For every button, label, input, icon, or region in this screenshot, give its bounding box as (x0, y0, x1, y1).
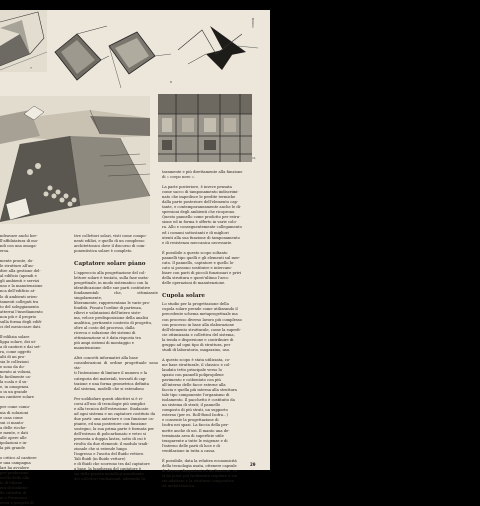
text-line: di diverse dimensioni ed inclinazioni, co- (162, 468, 239, 473)
text-line: A questo scopo è stata utilizzata, co- (162, 357, 231, 362)
text-line: lo facilmente ca- (0, 375, 31, 380)
text-line: utenti alla sua funzione di tamponamento (162, 235, 240, 240)
figure-dome-interior (158, 94, 252, 162)
text-column-2 (74, 234, 158, 482)
text-line: la scala e il su- (0, 380, 28, 385)
text-line: Per soddisfare questi obiettivi si è ri- (74, 396, 143, 401)
text-column-3 (162, 170, 250, 489)
text-line: progettuale, in modo sistematico con la (74, 280, 148, 285)
text-line: trasparente a tutte le esigenze e di (162, 438, 228, 443)
text-line: ed i comuni sottostanti e di migliori (162, 230, 229, 235)
text-line: ndeavare anchi her- (0, 234, 38, 238)
text-line: ra. Allo e conseguentemente collegamento (162, 225, 242, 230)
text-line: considerazioni di ordine progettuale sono sta- (74, 361, 158, 371)
col3-lines2 (162, 185, 250, 286)
text-line: dell'elemento strutturale, come la superfi- (162, 327, 241, 332)
col2-intro (74, 234, 158, 254)
figure-number: 7 (30, 66, 32, 70)
text-line: ll'edilizia solare (0, 334, 30, 339)
text-line: gli ambienti e servizi (0, 279, 40, 284)
text-line: fondamentali che, ottimizzate singolarmente, (74, 290, 158, 300)
text-line: e di resistenza meccanica necessarie. (162, 240, 233, 245)
text-line: me base strutturale, il classico e col- (162, 362, 231, 367)
text-line: più ampi sistemi di montaggio e (74, 341, 134, 346)
text-line: tive collettori solari, visti come compo- (74, 234, 147, 238)
figure-number: 8 (170, 80, 172, 84)
text-line: manutenzione. (74, 346, 102, 351)
text-line: rilievi e valutazioni dell'intero siste- (74, 310, 142, 315)
text-line: presenta a doppia lastra, sotto di cui è (74, 437, 147, 442)
text-line: sulla forma degli edifi- (0, 319, 43, 324)
text-line: cato si possono sostituire e intercam- (162, 265, 232, 270)
text-line: tante, e contemporaneamente anche le di- (162, 205, 242, 210)
text-line: e consente la progettazione di (162, 418, 219, 423)
text-line: ipolazioni e in- (0, 440, 28, 445)
text-line: composto di più strati, un supporto (162, 408, 228, 413)
side-label: RAGGI (251, 18, 255, 28)
text-line: cie ottimizzata e collettiva del sistema, (162, 332, 235, 337)
text-line: rivolto da due elementi: il modulo tradi- (74, 442, 149, 447)
collector-panels-svg (51, 14, 173, 94)
text-line: lettore solare è tentato, sulla fase meta- (74, 275, 149, 280)
text-line: lla cattedra di (0, 491, 27, 496)
text-line: a di cantieri e dai set- (0, 344, 41, 349)
text-line: gruppo ad ogni tipo di struttura, per (162, 342, 231, 347)
text-line: al edificio (apendi e (0, 274, 37, 279)
text-line: per come comu- (0, 405, 31, 410)
text-line: ptante, ed una posteriore con funzione (74, 421, 147, 426)
text-line: tamenti collegati tra (0, 299, 39, 304)
triangle-panels-svg (176, 14, 260, 84)
figure-cube-drawing (0, 10, 47, 72)
site-perspective-svg (0, 96, 150, 224)
text-line: ll'affidatatura di mo- (0, 239, 39, 244)
text-line: mente pronte, do- (0, 259, 34, 264)
text-line: avori e progetti di (0, 501, 34, 506)
text-line: sia della piastra metallica assorbente (74, 472, 144, 477)
page-number: 29 (250, 462, 256, 467)
text-line: to del soleggiamento (0, 304, 40, 309)
text-line: e una campagna (0, 460, 31, 465)
text-line: due parti: una anteriore e con funzione ca- (74, 416, 155, 421)
text-line: tazione e una forma geometrica definita (74, 381, 149, 386)
text-line: zionale che si estende lungo (74, 447, 127, 452)
text-line: studi di laboratorio, magazzino, uso. (162, 347, 231, 352)
text-line: o critico al cantiere (0, 455, 37, 460)
text-line: spazio con pannelli polipropilene (162, 373, 224, 377)
text-line: sì da poter più facilmente regolare e via (162, 473, 237, 478)
text-line: nenti edilizi, e quello di un complesso (74, 239, 145, 244)
text-line: corsi all'uso di tecnologie più semplici (74, 401, 146, 406)
text-line: ad ogni sistema e un captatore costituto da (74, 411, 156, 416)
text-line: isolamento. Il pacchetto è costituito da (162, 398, 235, 403)
text-line: mento ai volumi, (0, 370, 32, 375)
text-line: Questo pannello come prodotto per estru- (162, 215, 241, 220)
text-line: analitica, pertinente contesto di progetto, (74, 321, 153, 326)
text-line: ottimizzazione si è data risposta tra (74, 336, 141, 341)
text-line: era di fondatio- (0, 486, 29, 491)
text-line: l'interno delle parti di luce e di (162, 443, 220, 448)
text-line: ci del mesicciare dati. (0, 324, 42, 329)
col3-lines (162, 170, 250, 180)
text-line: dell'estruso di policarbonato e vetro si (74, 432, 146, 436)
text-line: pavimento e coibentato con più (162, 378, 221, 383)
text-line: nia di soluzioni (0, 410, 29, 415)
text-line: Lo studio per la progettazione della (162, 302, 229, 307)
col2-captatore (74, 271, 158, 483)
text-line: come sacco di tamponamento indiscrimi- (162, 190, 239, 195)
text-line: precedente schema metaprogettuale ma (162, 312, 238, 317)
text-line: per produzione (0, 471, 29, 476)
heading-cupola: Cupola solare (162, 292, 205, 299)
text-line: un sistema di strati; il pannello (162, 403, 221, 408)
text-line: ma, veloce predisposizione della analisi (74, 316, 149, 321)
text-line: nato che impedisce le perdite termiche (162, 195, 236, 200)
text-line: dalla parte posteriore dell'elemento cap- (162, 200, 239, 205)
text-line: sostegno, la sua prima parte è formata per (74, 426, 155, 431)
text-line: terminata area di superficie utile (162, 433, 224, 438)
text-line: della struttura e quest'ultimo l'arco (162, 275, 229, 280)
text-line: e sono da do- (0, 365, 25, 370)
text-line: ricerca e soluzione dei sistemi di (74, 331, 136, 336)
text-line: e di fluidi che scorrono tra dal captatore (74, 462, 150, 467)
text-column-1 (0, 234, 68, 506)
text-line: lari ha avvalere (0, 465, 30, 470)
col1-lines (0, 234, 68, 506)
figure-collector-panels (51, 14, 173, 94)
text-line: un cantiere solare (0, 395, 34, 400)
text-line: spersioni degli ambienti che ricoprono. (162, 210, 236, 215)
text-line: di « corpo nero ». (162, 175, 196, 180)
text-line: L'approccio alla progettazione del col- (74, 270, 146, 275)
text-line: la più grande (0, 445, 25, 450)
text-line: all'interno delle facce esterne alla (162, 383, 226, 388)
text-line: sia le collezioni (0, 360, 29, 365)
text-line: delle operazioni di manutenzione. (162, 280, 226, 285)
text-line: Altri concetti informativi alla base (74, 356, 138, 361)
text-line: laudato tetto principale verso lo (162, 367, 222, 372)
text-line: alle opere alle (0, 435, 27, 440)
text-line: e mente, e dati (0, 430, 28, 435)
figure-site-perspective (0, 96, 150, 224)
col3-cupola (162, 302, 250, 489)
text-line: mette anche di usi. Il manto una de- (162, 428, 230, 433)
text-line: ra, come oggetti (0, 349, 31, 354)
text-line: dei collettori tradizionali, aderendo lu- (74, 477, 147, 482)
cube-drawing-svg (0, 10, 47, 72)
text-line: cupola solare prende come utilizzando il (162, 307, 238, 312)
text-line: sione ed in forma è offerto in varie colo- (162, 220, 237, 225)
magazine-page (0, 10, 270, 506)
text-line: della tecnologia usata, ottenere capsule (162, 463, 237, 468)
text-line: Isofra nei spazi. La faccia della per- (162, 423, 229, 428)
text-line: e, in omogenea (0, 385, 29, 390)
text-line: ndi con una omoga- (0, 244, 37, 249)
text-line: È possibile a questo scopo soltanto (162, 250, 228, 255)
text-line: categoria dei materiali, trovarli di cap- (74, 376, 147, 381)
text-line: oltre al costo del processo, dalla (74, 326, 135, 331)
text-line: ventilazione in tutta a cassa. (162, 448, 216, 453)
text-line: la tenda e dispersione e contribuire di (162, 337, 234, 342)
dome-interior-svg (158, 94, 252, 162)
text-line: La parte posteriore, è invece pensata (162, 185, 232, 190)
text-line: Tali fluidi (in fluido vettore) (74, 457, 126, 462)
text-line: È possibile, data la relativa economicità (162, 458, 237, 463)
text-line: e casa come (0, 415, 23, 420)
text-line: liberamente, rappresentano le varie pro- (74, 300, 151, 305)
text-line: biare con parti di piccoli funzionari e privi (162, 270, 242, 275)
text-line: architettonico dove il discorso di com- (74, 244, 146, 249)
text-line: lippa solare, dei ut- (0, 339, 37, 344)
text-line: nca dell'edificio at- (0, 289, 36, 294)
text-line: e alla tecnica dell'estrusione. Sindacate (74, 406, 149, 411)
text-line: con processo in base alla elaborazione (162, 322, 235, 327)
text-line: ponentistica solare è completo. (74, 249, 133, 254)
text-line: ersa. (0, 249, 10, 254)
text-line: a delle ricche- (0, 425, 27, 430)
text-line: ti l'intenzione di limitare il numero e la (74, 371, 148, 376)
text-line: cato. Il pannello, captatore e quello lo- (162, 260, 235, 265)
text-line: le strutture all'au- (0, 264, 34, 269)
text-line: lo di Milano (0, 481, 23, 486)
text-line: dal sistema, modelli che si estendono (74, 386, 144, 391)
heading-captatore: Captatore solare piano (74, 261, 146, 268)
figure-number: 11 (252, 156, 256, 160)
text-line: ed architettonica. (162, 483, 196, 488)
text-line: tale tipo componente l'organismo di (162, 393, 230, 398)
text-line: taramente e più direttamente alla funzione (162, 170, 243, 174)
text-line: via adattare e la struttura compositiva (162, 478, 234, 483)
text-line: fondità. Fissato l'ordine di partenza, (74, 305, 142, 310)
text-line: pannelli tipo quelli e gli elementi sul mer- (162, 255, 241, 260)
text-line: uno e la manutenzione (0, 284, 43, 289)
text-line: esterno (per es. Roll-Bond Isofra...) (162, 413, 228, 418)
text-line: alti di un pro- (0, 355, 26, 360)
text-line: o in un grande (0, 390, 28, 395)
text-line: non più e il proprio (0, 314, 36, 319)
text-line: con processo diverso lavoro più complesso (162, 317, 242, 322)
text-line: atterrai l'insediamento (0, 309, 43, 314)
text-line: identificazione delle sue parti costitutive (74, 285, 151, 290)
figure-triangle-panels (176, 14, 260, 84)
text-line: faccia e quella più interna alla struttura (162, 388, 237, 393)
text-line: ni e Francesco (0, 496, 28, 501)
text-line: dire alla gestione del- (0, 269, 41, 274)
text-line: ecello della alla (0, 476, 30, 481)
text-line: lo di ambienti orien- (0, 294, 38, 299)
text-line: sui ci manto- (0, 420, 25, 425)
text-line: a base, la lunghezza del captatore è (74, 467, 142, 472)
text-line: l'ingresso e l'uscita del fluido vettore. (74, 452, 145, 457)
